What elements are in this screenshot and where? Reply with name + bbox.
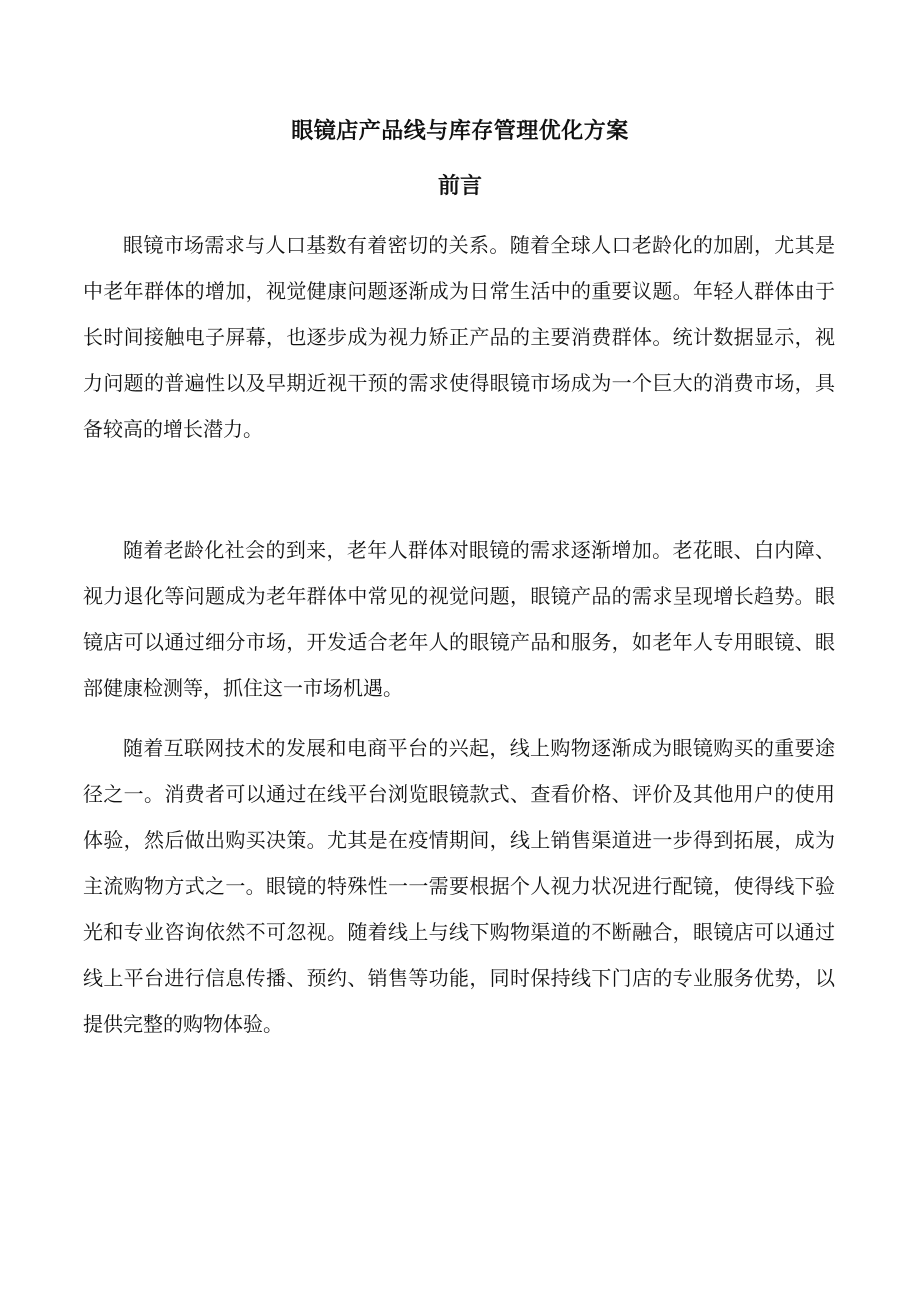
paragraph-2: 随着老龄化社会的到来，老年人群体对眼镜的需求逐渐增加。老花眼、白内障、视力退化等问题成为老年群体中常见的视觉问题，眼镜产品的需求呈现增长趋势。眼镜店可以通过细分市场，开发适合老年人的眼镜产品和服务，如老年人专用眼镜、眼部健康检测等，抓住这一市场机遇。 [83, 538, 835, 700]
document-title: 眼镜店产品线与库存管理优化方案 [291, 118, 629, 144]
paragraph-1: 眼镜市场需求与人口基数有着密切的关系。随着全球人口老龄化的加剧，尤其是中老年群体的增加，视觉健康问题逐渐成为日常生活中的重要议题。年轻人群体由于长时间接触电子屏幕，也逐步成为视力矫正产品的主要消费群体。统计数据显示，视力问题的普遍性以及早期近视干预的需求使得眼镜市场成为一个巨大的消费市场，具备较高的增长潜力。 [83, 233, 835, 441]
section-heading: 前言 [437, 173, 482, 199]
paragraph-3: 随着互联网技术的发展和电商平台的兴起，线上购物逐渐成为眼镜购买的重要途径之一。消费者可以通过在线平台浏览眼镜款式、查看价格、评价及其他用户的使用体验，然后做出购买决策。尤其是在疫情期间，线上销售渠道进一步得到拓展，成为主流购物方式之一。眼镜的特殊性一一需要根据个人视力状况进行配镜，使得线下验光和专业咨询依然不可忽视。随着线上与线下购物渠道的不断融合，眼镜店可以通过线上平台进行信息传播、预约、销售等功能，同时保持线下门店的专业服务优势，以提供完整的购物体验。 [83, 736, 835, 1036]
